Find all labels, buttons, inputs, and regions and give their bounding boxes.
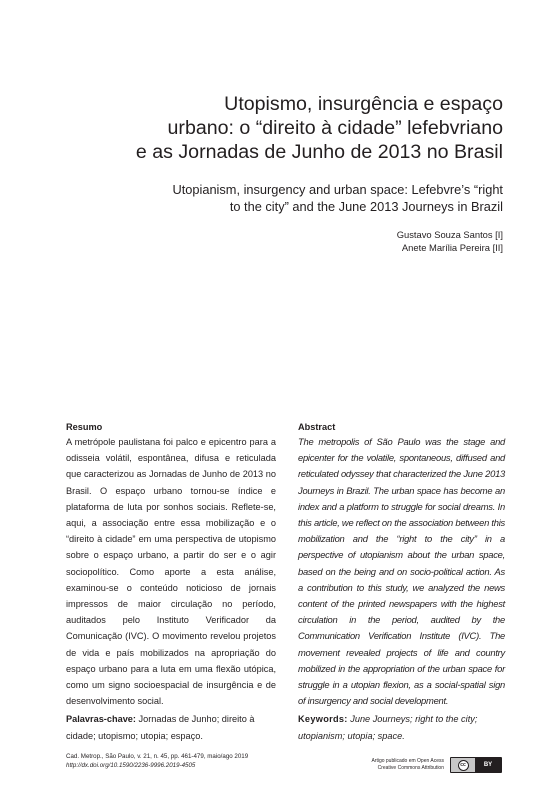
subtitle-line: to the city” and the June 2013 Journeys in Brazil <box>229 199 503 214</box>
resumo-keywords <box>66 711 276 743</box>
resumo-text: A metrópole paulistana foi palco e epicentro para a odisseia volátil, espontânea, difusa e reticulada que caracterizou as Jornadas de Junho de 2013 no Brasil. O espaço urbano tornou-se índice e plataforma de luta por sonhos sociais. Reflete-se, aqui, a associação entre essa mobilização e o “direito à cidade” em uma perspectiva de utopismo sobre o espaço urbano, a partir do ser e o agir sociopolítico. Como aporte a esta análise, examinou-se o conteúdo noticioso de jornais impressos de maior circulação no período, auditados pelo Instituto Verificador da Comunicação (IVC). O movimento revelou projetos de vida e país mobilizados na apropriação do espaço urbano para a luta em uma flexão utópica, como um signo socioespacial de insurgência e de desenvolvimento social. <box>66 437 276 707</box>
abstract-heading: Abstract <box>298 422 336 432</box>
cc-label: cc <box>458 760 469 771</box>
cc-by-badge[interactable] <box>450 757 502 773</box>
author-list <box>397 228 503 254</box>
abstract-section <box>298 421 505 744</box>
license-line: Creative Commons Attribution <box>377 765 444 771</box>
cc-icon <box>451 758 475 772</box>
license-block <box>371 757 502 773</box>
author-name: Gustavo Souza Santos [I] <box>396 229 503 240</box>
keywords-label: Keywords: <box>298 714 348 725</box>
article-subtitle <box>83 181 503 215</box>
author-name: Anete Marília Pereira [II] <box>401 242 503 253</box>
article-title <box>83 92 503 164</box>
keywords-label: Palavras-chave: <box>66 714 136 725</box>
title-line: urbano: o “direito à cidade” lefebvriano <box>167 117 503 139</box>
citation-footer <box>66 752 248 770</box>
title-line: Utopismo, insurgência e espaço <box>224 93 503 115</box>
keywords-text: June Journeys; right to the city; utopianism; utopia; space. <box>298 714 478 741</box>
subtitle-line: Utopianism, insurgency and urban space: Lefebvre’s “right <box>172 182 503 197</box>
title-line: e as Jornadas de Junho de 2013 no Brasil <box>135 141 503 163</box>
keywords-text: Jornadas de Junho; direito à cidade; utopismo; utopia; espaço. <box>66 714 255 741</box>
resumo-section <box>66 421 276 744</box>
abstract-keywords <box>298 711 505 743</box>
license-text <box>371 758 444 772</box>
resumo-heading: Resumo <box>66 422 103 432</box>
by-label: BY <box>475 758 501 772</box>
license-line: Artigo publicado em Open Acess <box>371 758 444 764</box>
abstract-text: The metropolis of São Paulo was the stage and epicenter for the volatile, spontaneous, diffused and reticulated odyssey that characterized the June 2013 Journeys in Brazil. The urban space has become an index and a platform to struggle for social dreams. In this article, we reflect on the association between this mobilization and the “right to the city” in a perspective of utopianism about the urban space, based on the being and on socio-political action. As a contribution to this study, we analyzed the news content of the printed newspapers with the highest circulation in the period, audited by the Communication Verification Institute (IVC). The movement revealed projects of life and country mobilized in the appropriation of the urban space for struggle in a utopian flexion, as a social-spatial sign of insurgency and social development. <box>298 436 505 707</box>
doi-link[interactable]: http://dx.doi.org/10.1590/2236-9996.2019-4505 <box>66 762 196 769</box>
citation-text: Cad. Metrop., São Paulo, v. 21, n. 45, pp. 461-479, maio/ago 2019 <box>66 753 249 760</box>
